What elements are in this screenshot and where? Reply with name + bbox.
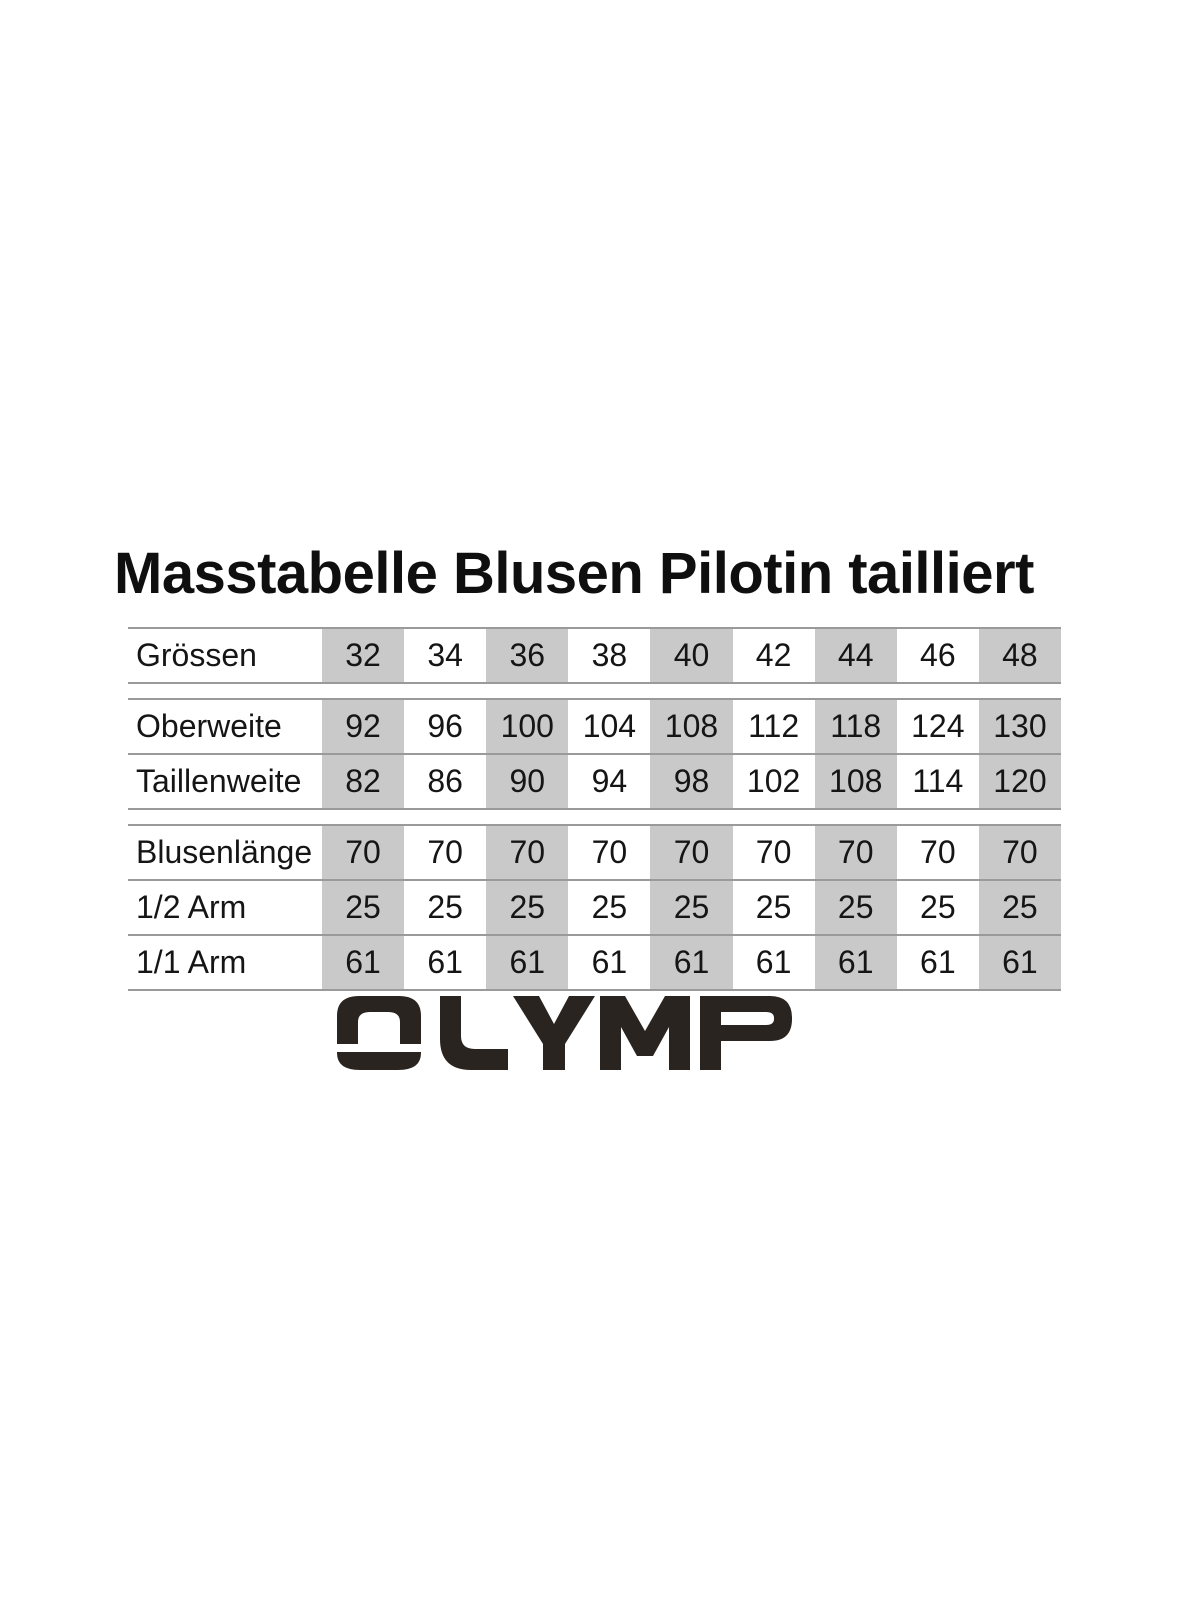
value-cell: 36	[486, 629, 568, 682]
value-cell: 42	[755, 637, 792, 673]
value-cell: 118	[815, 700, 897, 753]
value-cell: 112	[748, 708, 800, 744]
olymp-logo-letters	[337, 996, 792, 1070]
value-cell: 120	[979, 755, 1061, 808]
value-cell: 25	[591, 889, 628, 925]
size-table	[128, 627, 1061, 1005]
row-label: Oberweite	[128, 700, 322, 753]
value-cell: 70	[486, 826, 568, 879]
value-cell: 32	[322, 629, 404, 682]
value-cell: 108	[650, 700, 732, 753]
value-cell: 104	[582, 708, 637, 744]
value-cell: 70	[920, 834, 956, 870]
row-label: 1/1 Arm	[128, 936, 322, 989]
table-row	[128, 627, 1061, 682]
value-cell: 96	[427, 708, 463, 744]
value-cell: 100	[486, 700, 568, 753]
value-cell: 40	[650, 629, 732, 682]
page-title: Masstabelle Blusen Pilotin tailliert	[114, 541, 1034, 606]
value-cell: 46	[920, 637, 956, 673]
table-row	[128, 934, 1061, 989]
value-cell: 61	[486, 936, 568, 989]
value-cell: 61	[920, 944, 956, 980]
table-row	[128, 698, 1061, 753]
value-cell: 70	[755, 834, 792, 870]
value-cell: 114	[912, 763, 964, 799]
value-cell: 82	[322, 755, 404, 808]
value-cell: 102	[746, 763, 801, 799]
table-row	[128, 753, 1061, 808]
value-cell: 70	[322, 826, 404, 879]
value-cell: 25	[486, 881, 568, 934]
value-cell: 25	[427, 889, 463, 925]
olymp-logo	[337, 996, 793, 1070]
value-cell: 34	[427, 637, 463, 673]
row-label: 1/2 Arm	[128, 881, 322, 934]
value-cell: 130	[979, 700, 1061, 753]
value-cell: 61	[815, 936, 897, 989]
value-cell: 25	[920, 889, 956, 925]
value-cell: 25	[755, 889, 792, 925]
value-cell: 61	[427, 944, 463, 980]
value-cell: 25	[322, 881, 404, 934]
value-cell: 70	[650, 826, 732, 879]
value-cell: 70	[591, 834, 628, 870]
table-section-1	[128, 627, 1061, 684]
table-row	[128, 824, 1061, 879]
table-section-3	[128, 824, 1061, 991]
value-cell: 108	[815, 755, 897, 808]
value-cell: 38	[591, 637, 628, 673]
value-cell: 124	[911, 708, 965, 744]
value-cell: 70	[427, 834, 463, 870]
value-cell: 61	[755, 944, 792, 980]
value-cell: 94	[591, 763, 628, 799]
table-section-2	[128, 698, 1061, 810]
value-cell: 61	[322, 936, 404, 989]
value-cell: 86	[427, 763, 463, 799]
value-cell: 61	[979, 936, 1061, 989]
value-cell: 25	[979, 881, 1061, 934]
row-label: Taillenweite	[128, 755, 322, 808]
row-label: Grössen	[128, 629, 322, 682]
value-cell: 90	[486, 755, 568, 808]
value-cell: 25	[650, 881, 732, 934]
value-cell: 70	[815, 826, 897, 879]
value-cell: 70	[979, 826, 1061, 879]
value-cell: 48	[979, 629, 1061, 682]
value-cell: 44	[815, 629, 897, 682]
value-cell: 92	[322, 700, 404, 753]
row-label: Blusenlänge	[128, 826, 322, 879]
table-row	[128, 879, 1061, 934]
value-cell: 25	[815, 881, 897, 934]
value-cell: 61	[591, 944, 628, 980]
value-cell: 61	[650, 936, 732, 989]
value-cell: 98	[650, 755, 732, 808]
